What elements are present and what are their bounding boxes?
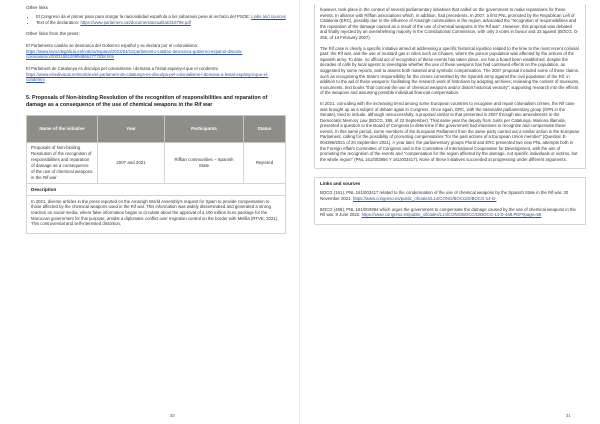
table-row bbox=[27, 142, 286, 183]
cell-participants: Riffian communities – Spanish State bbox=[165, 142, 244, 183]
header-participants: Participants bbox=[165, 115, 244, 142]
description-text: In 2021, diverse articles in the press reported on the Amazigh World Assembly's request for Spain to provide compensation to those affected by the chemical weapons used in the Rif war. This information was widely disseminated and generated a strong reaction on social media, where false information began to circulate about the approval of a 100 million Euro package for the Moroccan government for this purpose, amidst a diplomatic conflict over migration control on the border with Melilla (RTVE, 2021). This controversial and self-interested distortion, bbox=[31, 198, 279, 227]
other-links-label: Other links bbox=[26, 5, 48, 10]
links-and-sources-link[interactable]: Links and sources bbox=[251, 14, 286, 19]
press-links-label: Other links from the press: bbox=[26, 31, 80, 37]
press-link-1[interactable]: https://www.lavozdegalicia.es/noticia/espana/2023/04/11/parlamento-catalan-desmarca-gobierno-espanol-discula-colonialismo/00031681209948662777838.htm bbox=[26, 48, 243, 60]
links-box bbox=[314, 177, 586, 224]
section-title: 5. Proposals of Non-binding Resolution of the recognition of responsibilities and reparation of damage as a consequence of the use of chemical weapons in the Rif war bbox=[26, 94, 268, 108]
description-box bbox=[26, 184, 286, 234]
source-link-2[interactable]: https://www.congreso.es/public_oficiales/L14/CONG/BOCG/D/BOCG-14-D-468.PDF#page=58 bbox=[361, 212, 542, 218]
bullet-text: El Congreso da el primer paso para otorgar la nacionalidad española a los saharauis pese al rechazo del PSOE: bbox=[36, 14, 252, 19]
paragraph-3: In 2021, coinciding with the increasing trend among some European countries to recognise and repair colonialism crimes, the Rif case was brought up as a subject of debate again in Congress. Once again, ERC, with the nationalist parliamentary group (GPN in the Senate), tried to include, although unsuccessfully, a proposal similar to that presented in 2007 through two amendments to the Democratic Memory Law (BOCG, 386, of 22 September). That same year the deputy from Junts per Catalunya, Mariona Illamola, presented a question to the Board of Congress to determine if the government had intentions to recognise and compensate these events. In this same period, some members of the European Parliament from the same party carried out a similar action in the European Parliament, calling for the possibility of promoting compensations "for the past actions of a European Union member" (Question E-004399/2021 of 20 September 2021). A year later, the parliamentary groups Plural and ERC presented two new PNL attempts both in the Foreign Affairs Committee of Congress and in the Committee of International Cooperation for Development, with the aim of promoting the recognition of the events and "compensation for the region affected by the damage, not specific individuals or victims, but the whole region" (PNL 161/003994 Y 161/003417). None of these initiatives succeeded at progressing under different arguments. bbox=[320, 100, 580, 162]
source-text: BOCG (468), PNL 161/003994 which urges the government to compensate the damage caused by the use of chemical weapons in the Rif war, 9 June 2022. bbox=[320, 206, 576, 218]
right-page bbox=[300, 0, 600, 424]
description-label: Description bbox=[27, 184, 285, 196]
declaration-link[interactable]: https://www.parlament.cat/document/actualitat/318798.pdf bbox=[80, 19, 191, 25]
source-text: BOCG (161), PNL 161/003417 related to the condemnation of the use of chemical weapons by the Spanish State in the Rif war, 30 November 2021. bbox=[320, 190, 569, 202]
paragraph-2: The Rif case is clearly a specific initiative aimed at addressing a specific historical injustice related to the time to the most recent colonial past: the Rif war, and the use of mustard gas in cities such as Chauen, where the poison population was affected by the actions of the Spanish army. To date, no official act of recognition of these events has taken place, nor has a board been established, despite the decades of calls by local agents to investigate whether the use of these weapons has had continued effects on the population, as suggested by some reports, and to assess both material and symbolic compensation. The 2007 proposal included some of these claims, such as recognising the State's responsibility for the crimes committed by the Spanish army against the civil population of the Rif, in addition to the aid of these weapons; facilitating the research work of historians by adopting archives; reviewing the content of museums, monuments, text books "that conceal the use of chemical weapons and/or distort historical veracity"; supporting research into the effects of the weapons and assuming possible individual financial compensation. bbox=[320, 45, 580, 96]
page-number-left: 30 bbox=[170, 413, 175, 418]
header-status: Status bbox=[244, 115, 286, 142]
press-item-1 bbox=[26, 43, 286, 60]
initiative-table bbox=[26, 115, 286, 184]
paragraph-1: however, took place in the context of several parliamentary initiatives that called on the government to make reparations for these events. In alliance with Riffian associations which, in addition, had precedents. In 2007, a first PNL promoted by the Republican Left of Catalonia (ERC), possibly due to the influence of Amazigh communities in the region, advocated the "recognition of responsibilities and the reparation of the damage caused as a result of the use of chemical weapons in the Rif war". However, this proposal was debated and finally rejected by an overwhelming majority in the Constitutional Commission, with only 3 votes in favour and 33 against (BOCG, D-255, of 14 February 2007). bbox=[320, 7, 579, 40]
source-link-1[interactable]: https://www.congreso.es/public_oficiales/L14/CONG/BOCG/D/BOCG-14-D- bbox=[352, 196, 497, 202]
press-link-2[interactable]: https://www.elsedivacat.net/noticies/el-parlament-de-catalunya-es-disculpa-pel-colonialisme-i-demana-a-lestat-espanyol-que-el-condemni bbox=[26, 71, 269, 83]
source-item-2 bbox=[320, 207, 580, 218]
list-item bbox=[36, 20, 286, 26]
header-initiative: Name of the initiative bbox=[27, 115, 98, 142]
cell-initiative: Proposals of Non-binding Resolution of the recognition of responsibilities and reparation of damage as a consequence of the use of chemical weapons in the Rif war bbox=[27, 142, 98, 183]
continuation-box bbox=[314, 4, 586, 169]
press-item-text: El Parlamento catalán se desmarca del Gobierno español y se declara por el colonialismo: bbox=[26, 43, 199, 49]
page-number-right: 31 bbox=[566, 413, 571, 418]
table-header-row bbox=[27, 115, 286, 142]
header-year: Year bbox=[98, 115, 165, 142]
other-links-list bbox=[26, 14, 286, 25]
links-and-sources-label: Links and sources bbox=[320, 181, 361, 187]
cell-status: Rejected bbox=[244, 142, 286, 183]
press-item-2 bbox=[26, 66, 286, 83]
press-item-text: El Parlament de Catalunya es disculpa pel colonialisme i demana a l'estat espanyol que el condemni: bbox=[26, 65, 219, 71]
source-item-1 bbox=[320, 190, 580, 201]
bullet-text: Text of the declaration: bbox=[36, 19, 81, 25]
cell-year: 2007 and 2021 bbox=[98, 142, 165, 183]
